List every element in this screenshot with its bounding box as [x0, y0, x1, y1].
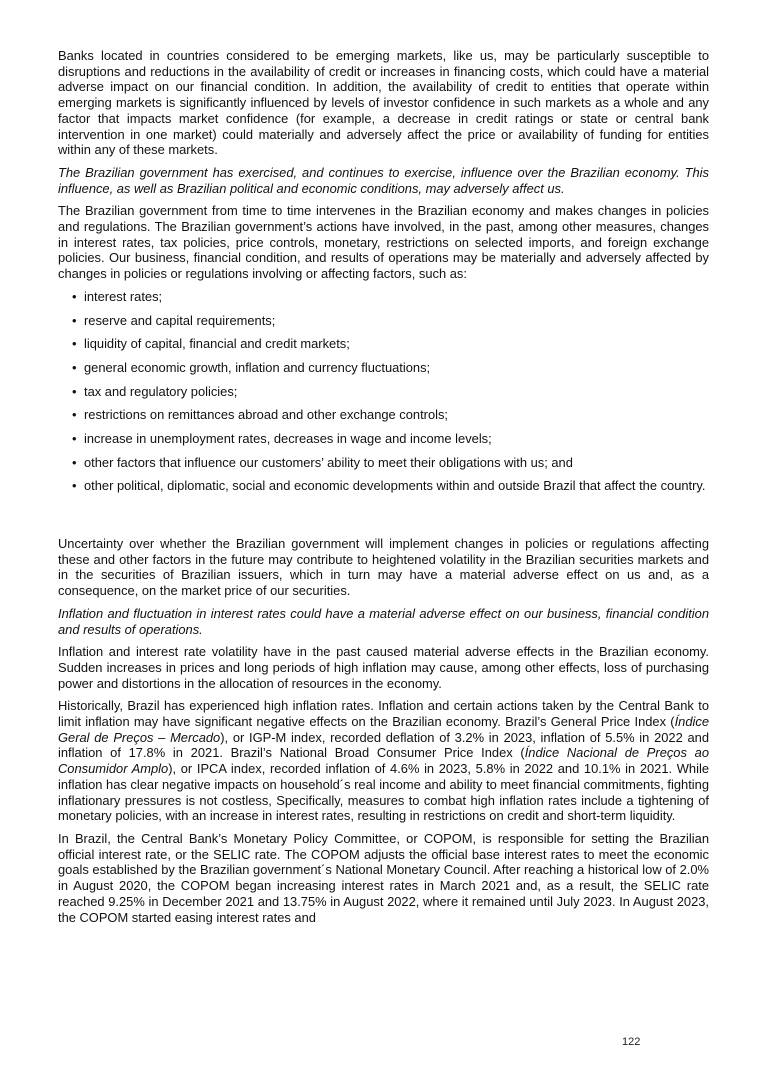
- list-item: • restrictions on remittances abroad and other exchange controls;: [72, 407, 449, 423]
- document-page: [58, 48, 709, 932]
- spacer: [58, 502, 709, 536]
- bullet-icon: •: [72, 407, 77, 423]
- ipca-index-name: Índice Nacional de Preços ao Consumidor Amplo: [58, 745, 709, 777]
- page-number: 122: [622, 1036, 641, 1048]
- heading-inflation-risk: Inflation and fluctuation in interest rates could have a material adverse effect on our business, financial condition and results of operations.: [58, 605, 709, 637]
- list-item: • increase in unemployment rates, decreases in wage and income levels;: [72, 430, 492, 446]
- bullet-icon: •: [72, 383, 77, 399]
- list-item: • tax and regulatory policies;: [72, 383, 238, 399]
- paragraph-emerging-markets: Banks located in countries considered to be emerging markets, like us, may be particularly susceptible to disruptions and reductions in the availability of credit or increases in financing costs, which could have a material adverse impact on our financial condition. In addition, the availability of credit to entities that operate within emerging markets is significantly influenced by levels of investor confidence in such markets as a whole and any factor that impacts market confidence (for example, a decrease in credit ratings or state or central bank intervention in one market) could materially and adversely affect the price or availability of funding for entities within any of these markets.: [58, 48, 709, 158]
- list-item: • reserve and capital requirements;: [72, 312, 276, 328]
- heading-government-influence: The Brazilian government has exercised, and continues to exercise, influence over the Brazilian economy. This influence, as well as Brazilian political and economic conditions, may adversely affect us.: [58, 164, 709, 196]
- bullet-icon: •: [72, 359, 77, 375]
- list-item: • liquidity of capital, financial and credit markets;: [72, 336, 350, 352]
- bullet-icon: •: [72, 478, 77, 494]
- factors-list: [58, 289, 709, 502]
- list-item: • other political, diplomatic, social and economic developments within and outside Brazil that affect the country.: [72, 478, 706, 494]
- paragraph-copom: In Brazil, the Central Bank’s Monetary Policy Committee, or COPOM, is responsible for setting the Brazilian official interest rate, or the SELIC rate. The COPOM adjusts the official base interest rates to meet the economic goals established by the Brazilian government´s National Monetary Council. After reaching a historical low of 2.0% in August 2020, the COPOM began increasing interest rates in March 2021 and, as a result, the SELIC rate reached 9.25% in December 2021 and 13.75% in August 2022, where it remained until July 2023. In August 2023, the COPOM started easing interest rates and: [58, 830, 709, 925]
- paragraph-inflation-volatility: Inflation and interest rate volatility have in the past caused material adverse effects in the Brazilian economy. Sudden increases in prices and long periods of high inflation may cause, among other effects, loss of purchasing power and distortions in the allocation of resources in the economy.: [58, 644, 709, 691]
- paragraph-uncertainty: Uncertainty over whether the Brazilian government will implement changes in policies or regulations affecting these and other factors in the future may contribute to heightened volatility in the Brazilian securities markets and in the securities of Brazilian issuers, which in turn may have a material adverse effect on us and, as a consequence, on the market price of our securities.: [58, 536, 709, 599]
- bullet-icon: •: [72, 288, 77, 304]
- list-item: • general economic growth, inflation and currency fluctuations;: [72, 359, 431, 375]
- bullet-icon: •: [72, 454, 77, 470]
- bullet-icon: •: [72, 336, 77, 352]
- paragraph-government-intervention: The Brazilian government from time to time intervenes in the Brazilian economy and makes changes in policies and regulations. The Brazilian government’s actions have involved, in the past, among other measures, changes in interest rates, tax policies, price controls, monetary, restrictions on selected imports, and foreign exchange policies. Our business, financial condition, and results of operations may be materially and adversely affected by changes in policies or regulations involving or affecting factors, such as:: [58, 203, 709, 282]
- list-item: • other factors that influence our customers’ ability to meet their obligations with us; and: [72, 454, 573, 470]
- bullet-icon: •: [72, 312, 77, 328]
- paragraph-historical-inflation: Historically, Brazil has experienced high inflation rates. Inflation and certain actions taken by the Central Bank to limit inflation may have significant negative effects on the Brazilian economy. Brazil’s General Price Index (Índice Geral de Preços – Mercado), or IGP-M index, recorded deflation of 3.2% in 2023, inflation of 5.5% in 2022 and inflation of 17.8% in 2021. Brazil’s National Broad Consumer Price Index (Índice Nacional de Preços ao Consumidor Amplo), or IPCA index, recorded inflation of 4.6% in 2023, 5.8% in 2022 and 10.1% in 2021. While inflation has clear negative impacts on household´s real income and ability to meet financial commitments, fighting inflationary pressures is not costless, Specifically, measures to combat high inflation rates include a tightening of monetary policies, with an increase in interest rates, resulting in restrictions on credit and short-term liquidity.: [58, 698, 709, 824]
- bullet-icon: •: [72, 430, 77, 446]
- igpm-index-name: Índice Geral de Preços – Mercado: [58, 714, 709, 745]
- list-item: • interest rates;: [72, 288, 163, 304]
